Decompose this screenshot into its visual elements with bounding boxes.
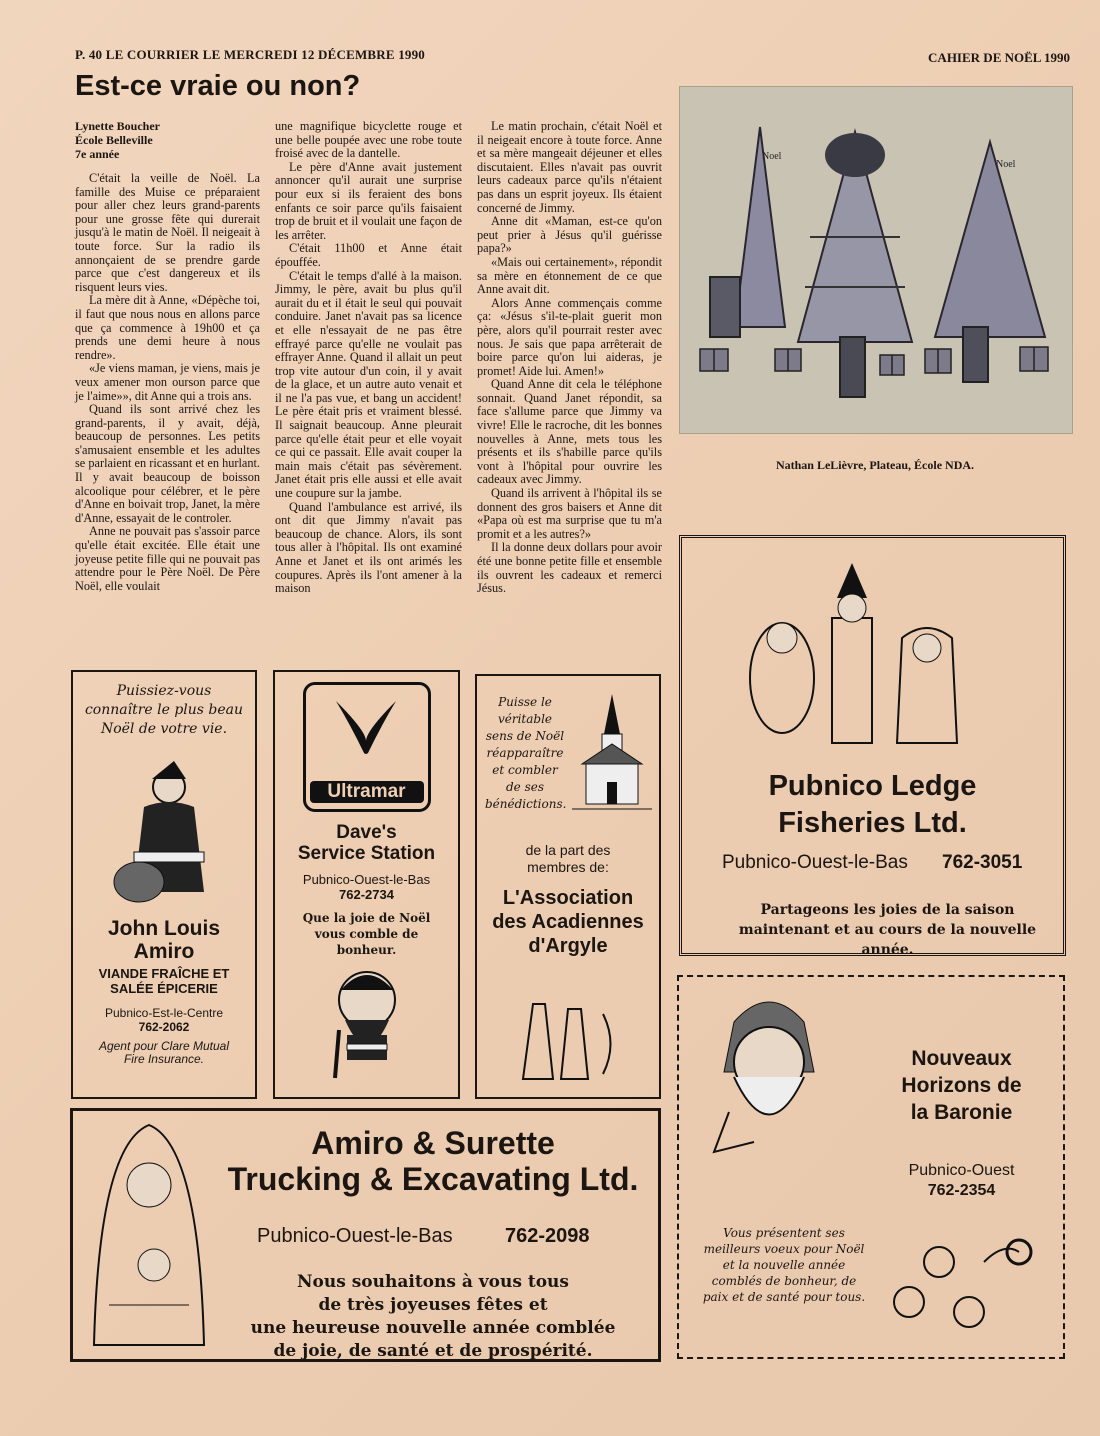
child-drawing: [679, 86, 1073, 434]
paragraph: C'était 11h00 et Anne était épouffée.: [275, 241, 462, 269]
ad-phone: 762-2734: [339, 887, 394, 902]
ad-john-louis-amiro: [71, 670, 257, 1099]
santa-claus-icon: [104, 757, 224, 907]
ad-from: de la part des membres de:: [525, 842, 611, 875]
ad-nouveaux-horizons: [677, 975, 1065, 1359]
ad-greeting: Partageons les joies de la saison maintenant et au cours de la nouvelle année.: [738, 902, 1037, 958]
paragraph: Quand Anne dit cela le téléphone sonnait. Quand Janet répondit, sa face s'allume parce que Jimmy va vivre! Elle le racroche, dit les bonnes nouvelles à Anne, mets tous les présents et ils s'habille parce qu'ils vont à l'hôpital pour ouvrire les cadeaux avec Jimmy.: [477, 377, 662, 487]
drawing-caption: Nathan LeLièvre, Plateau, École NDA.: [775, 458, 975, 472]
paragraph: Anne dit «Maman, est-ce qu'on peut prier à Jésus qu'il guérisse papa?»: [477, 214, 662, 256]
ad-phone: 762-3051: [942, 852, 1023, 873]
paragraph: «Je viens maman, je viens, mais je veux amener mon ourson parce que je l'aime»», dit Anne qui a trois ans.: [75, 361, 260, 403]
ultramar-logo: [303, 682, 431, 812]
ad-phone: 762-2062: [138, 1020, 190, 1034]
page-header-right: CAHIER DE NOËL 1990: [928, 50, 1070, 65]
article-column-1: [75, 172, 260, 593]
ad-name: Dave's Service Station: [297, 822, 436, 864]
madonna-and-child-icon: [79, 1115, 219, 1351]
ad-name: L'Association des Acadiennes d'Argyle: [492, 887, 644, 957]
christmas-trees-illustration: [680, 87, 1072, 433]
church-icon: [572, 694, 652, 814]
ad-name: Nouveaux Horizons de la Baronie: [901, 1047, 1022, 1124]
ad-greeting: Puissiez-vous connaître le plus beau Noël de votre vie.: [84, 683, 244, 737]
ad-name: John Louis Amiro: [108, 917, 220, 963]
tree-label: Noel: [762, 151, 782, 162]
ad-name: Pubnico Ledge Fisheries Ltd.: [768, 770, 977, 839]
eagle-icon: [326, 691, 406, 761]
paragraph: Il la donne deux dollars pour avoir été une bonne petite fille et ensemble ils ouvrent les cadeaux et remerci Jésus.: [477, 540, 662, 596]
ad-location: Pubnico-Ouest-le-Bas: [302, 872, 431, 887]
page-header-left: P. 40 LE COURRIER LE MERCREDI 12 DÉCEMBRE 1990: [75, 47, 426, 62]
ad-phone: 762-2354: [927, 1182, 996, 1199]
paragraph: C'était la veille de Noël. La famille des Muise ce préparaient pour aller chez leurs grand-parents pour une grosse fête qui durerait jusqu'à le matin de Noël. Il neigeait à toute force. Sur la radio ils annonçaient de se prendre garde parce que c'est dangereux et ils risquent leurs vies.: [75, 171, 260, 294]
paragraph: Quand l'ambulance est arrivé, ils ont dit que Jimmy n'avait pas beaucoup de chance. Alors, ils sont tous aller à l'hôpital. Ils ont examiné Anne et Janet et ils ont arimés les coupures. Après ils l'ont amener à la maison: [275, 499, 462, 596]
ultramar-wordmark: Ultramar: [310, 781, 424, 803]
paragraph: La mère dit à Anne, «Dépèche toi, il faut que nous nous en allons parce que ça commence à 19h00 et ça prends une demi heure à nous rendre».: [75, 293, 260, 362]
author-school: École Belleville: [75, 133, 153, 147]
article-column-2: [275, 120, 462, 596]
ad-note: Agent pour Clare Mutual Fire Insurance.: [98, 1039, 230, 1066]
ad-location: Pubnico-Est-le-Centre: [104, 1006, 224, 1020]
santa-cartoon-icon: [317, 960, 417, 1080]
author-grade: 7e année: [75, 147, 120, 161]
ad-location: Pubnico-Ouest-le-Bas: [257, 1225, 453, 1247]
paragraph: Anne ne pouvait pas s'assoir parce qu'elle était excitée. Elle était une joyeuse petite fille qui ne pouvait pas attendre pour le Père Noël. De Père Noël, elle voulait: [75, 524, 260, 593]
ad-phone: 762-2098: [505, 1225, 590, 1247]
ad-services: VIANDE FRAÎCHE ET SALÉE ÉPICERIE: [98, 966, 230, 996]
ad-location: Pubnico-Ouest-le-Bas: [722, 852, 908, 873]
ad-daves-service-station: [273, 670, 460, 1099]
article-byline: [75, 119, 160, 161]
ad-amiro-surette: [70, 1108, 661, 1362]
paragraph: Quand ils sont arrivé chez les grand-parents, il y avait, déjà, beaucoup de personnes. Les petits s'amusaient ensemble et les adultes se parlaient en ricassant et en hurlant. Il y avait beaucoup de boisson alcoolique pour célébrer, et le père d'Anne en boivait trop, Janet, la mère d'Anne, essayait de le controler.: [75, 402, 260, 525]
ad-greeting: Que la joie de Noël vous comble de bonheur.: [302, 911, 431, 957]
article-headline: Est-ce vraie ou non?: [75, 70, 361, 102]
article-column-3: [477, 120, 662, 596]
ad-location: Pubnico-Ouest: [908, 1162, 1015, 1179]
author-name: Lynette Boucher: [75, 119, 160, 133]
ad-association-acadiennes: [475, 674, 661, 1099]
ad-greeting: Vous présentent ses meilleurs voeux pour Noël et la nouvelle année comblés de bonheur, de paix et de santé pour tous.: [702, 1226, 866, 1304]
ad-name: Amiro & Surette Trucking & Excavating Ltd.: [227, 1125, 639, 1197]
ad-pubnico-ledge-fisheries: [679, 535, 1066, 956]
paragraph: Le matin prochain, c'était Noël et il neigeait encore à toute force. Anne et sa mère mangeait déjeuner et elles discutaient. Elles n'avait pas ouvrit leurs cadeaux parce qu'ils n'étaient pas dans un esprit joyeux. Ils étaient concerné de Jimmy.: [477, 119, 662, 215]
elves-icon: [879, 1222, 1049, 1342]
ad-greeting: Nous souhaitons à vous tous de très joyeuses fêtes et une heureuse nouvelle année comblée de joie, de santé et de prospérité.: [250, 1272, 616, 1361]
santa-face-icon: [694, 982, 844, 1172]
paragraph: Quand ils arrivent à l'hôpital ils se donnent des gros baisers et Anne dit «Papa où est ma surprise que tu m'a promit et a les autres?»: [477, 486, 662, 541]
holy-family-icon: [513, 994, 623, 1084]
paragraph: «Mais oui certainement», répondit sa mère en étonnement de ce que Anne avait dit.: [477, 254, 662, 297]
paragraph: une magnifique bicyclette rouge et une belle poupée avec une robe toute froisé avec de la dantelle.: [275, 119, 462, 161]
paragraph: Le père d'Anne avait justement annoncer qu'il aurait une surprise pour eux si ils feraient des bons enfants ce soir parce qu'ils faisaient trop de bruit et il voulait une façon de les arrêter.: [275, 159, 462, 242]
ad-greeting: Puisse le véritable sens de Noël réapparaître et combler de ses bénédictions.: [485, 695, 567, 811]
paragraph: Alors Anne commençais comme ça: «Jésus s'il-te-plait guerit mon père, alors qu'il pourrait rester avec nous. Je sais que papa arrêterait de boire parce qu'on lui aideras, je promet! Aide lui. Amen!»: [477, 295, 662, 378]
paragraph: C'était le temps d'allé à la maison. Jimmy, le père, avait bu plus qu'il aurait du et il était le seul qui pouvait conduire. Janet n'avait pas sa licence et elle n'essayait de ne pas être effrayé parce qu'elle ne voulait pas effrayer Anne. Quand il allait un peut trop vite autour d'un coin, il y avait de la glace, et un autre auto venait et il ne l'a pas vue, et bang un accident! Le père était pris et vraiment blessé. Il saignait beaucoup. Anne pleurait parce qu'elle était peur et elle voyait ce qui ce passait. Elle avait couper la main mais c'était pas sévèrement. Janet était pris elle aussi et elle avait une coupure sur la jambe.: [275, 268, 462, 501]
three-wise-men-icon: [742, 558, 1002, 748]
tree-label: Noel: [996, 159, 1016, 170]
